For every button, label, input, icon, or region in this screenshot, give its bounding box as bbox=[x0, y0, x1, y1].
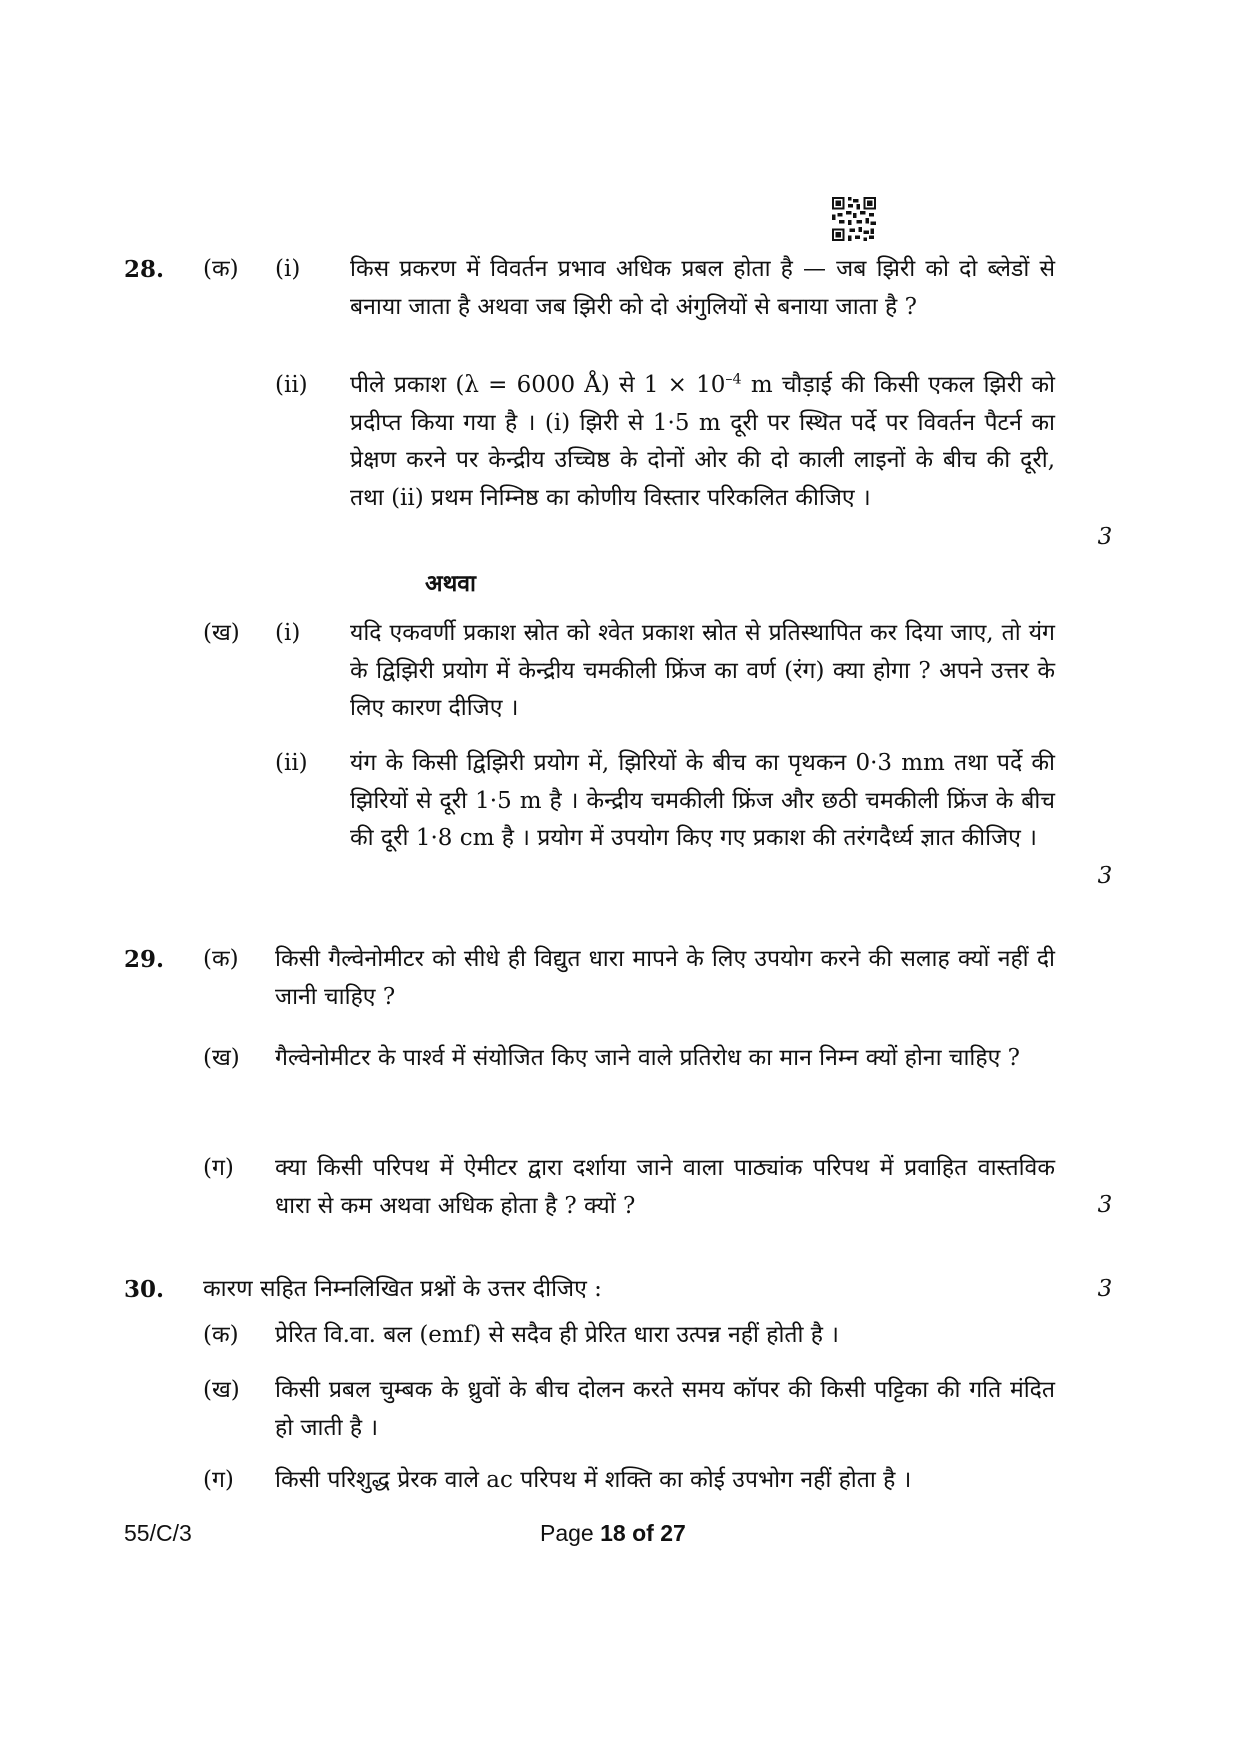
page-of: of bbox=[625, 1520, 661, 1546]
page-total: 27 bbox=[660, 1520, 686, 1546]
question-number-28: 28. bbox=[124, 256, 165, 283]
q30-intro: कारण सहित निम्नलिखित प्रश्नों के उत्तर दीजिए : bbox=[203, 1276, 602, 1302]
q29-b-text: गैल्वेनोमीटर के पार्श्व में संयोजित किए जाने वाले प्रतिरोध का मान निम्न क्यों होना चाहिए ? bbox=[275, 1045, 1020, 1071]
q28-b-i-label: (i) bbox=[275, 620, 301, 646]
paper-code: 55/C/3 bbox=[124, 1520, 192, 1546]
q30-b-text: किसी प्रबल चुम्बक के ध्रुवों के बीच दोलन करते समय कॉपर की किसी पट्टिका की गति मंदित हो जाती है । bbox=[275, 1377, 1055, 1441]
q28-a-i-text: किस प्रकरण में विवर्तन प्रभाव अधिक प्रबल होता है — जब झिरी को दो ब्लेडों से बनाया जाता है अथवा जब झिरी को दो अंगुलियों से बनाया जाता है ? bbox=[350, 256, 1055, 320]
q28-b-marks: 3 bbox=[1097, 863, 1113, 889]
q28-a-ii-exponent: –4 bbox=[725, 371, 742, 388]
q28-part-b-label: (ख) bbox=[203, 620, 240, 646]
q28-or-label: अथवा bbox=[425, 570, 477, 597]
q29-part-b-label: (ख) bbox=[203, 1045, 240, 1071]
q30-part-b-label: (ख) bbox=[203, 1377, 240, 1403]
q30-marks: 3 bbox=[1097, 1276, 1113, 1302]
q28-part-a-label: (क) bbox=[203, 256, 239, 282]
q30-part-c-label: (ग) bbox=[203, 1467, 234, 1493]
question-number-30: 30. bbox=[124, 1276, 165, 1303]
q28-a-ii-text-start: पीले प्रकाश (λ = 6000 Å) से 1 × 10 bbox=[350, 372, 726, 398]
q28-a-ii-label: (ii) bbox=[275, 372, 308, 398]
q29-marks: 3 bbox=[1097, 1192, 1113, 1218]
q28-b-i-text: यदि एकवर्णी प्रकाश स्रोत को श्वेत प्रकाश स्रोत से प्रतिस्थापित कर दिया जाए, तो यंग के द्विझिरी प्रयोग में केन्द्रीय चमकीली फ्रिंज का वर्ण (रंग) क्या होगा ? अपने उत्तर के लिए कारण दीजिए । bbox=[350, 620, 1055, 721]
q29-part-a-label: (क) bbox=[203, 946, 239, 972]
q28-a-ii-text bbox=[350, 367, 1055, 517]
q30-part-a-label: (क) bbox=[203, 1322, 239, 1348]
q28-a-ii-text-end: m चौड़ाई की किसी एकल झिरी को प्रदीप्त किया गया है । (i) झिरी से 1·5 m दूरी पर स्थित पर्दे पर विवर्तन पैटर्न का प्रेक्षण करने पर केन्द्रीय उच्चिष्ठ के दोनों ओर की दो काली लाइनों के बीच की दूरी, तथा (ii) प्रथम निम्निष्ठ का कोणीय विस्तार परिकलित कीजिए । bbox=[350, 372, 1055, 511]
page-indicator bbox=[540, 1520, 686, 1547]
q28-a-i-label: (i) bbox=[275, 256, 301, 282]
q28-a-marks: 3 bbox=[1097, 524, 1113, 550]
page-prefix: Page bbox=[540, 1520, 601, 1546]
q30-c-text: किसी परिशुद्ध प्रेरक वाले ac परिपथ में शक्ति का कोई उपभोग नहीं होता है । bbox=[275, 1467, 912, 1493]
page-current: 18 bbox=[600, 1520, 626, 1546]
q28-b-ii-label: (ii) bbox=[275, 750, 308, 776]
question-number-29: 29. bbox=[124, 946, 165, 973]
qr-code-icon bbox=[832, 197, 876, 241]
q29-c-text: क्या किसी परिपथ में ऐमीटर द्वारा दर्शाया जाने वाला पाठ्यांक परिपथ में प्रवाहित वास्तविक धारा से कम अथवा अधिक होता है ? क्यों ? bbox=[275, 1155, 1055, 1219]
q29-part-c-label: (ग) bbox=[203, 1155, 234, 1181]
q30-a-text: प्रेरित वि.वा. बल (emf) से सदैव ही प्रेरित धारा उत्पन्न नहीं होती है । bbox=[275, 1322, 840, 1348]
q29-a-text: किसी गैल्वेनोमीटर को सीधे ही विद्युत धारा मापने के लिए उपयोग करने की सलाह क्यों नहीं दी जानी चाहिए ? bbox=[275, 946, 1055, 1010]
q28-b-ii-text: यंग के किसी द्विझिरी प्रयोग में, झिरियों के बीच का पृथकन 0·3 mm तथा पर्दे की झिरियों से दूरी 1·5 m है । केन्द्रीय चमकीली फ्रिंज और छठी चमकीली फ्रिंज के बीच की दूरी 1·8 cm है । प्रयोग में उपयोग किए गए प्रकाश की तरंगदैर्ध्य ज्ञात कीजिए । bbox=[350, 750, 1055, 851]
